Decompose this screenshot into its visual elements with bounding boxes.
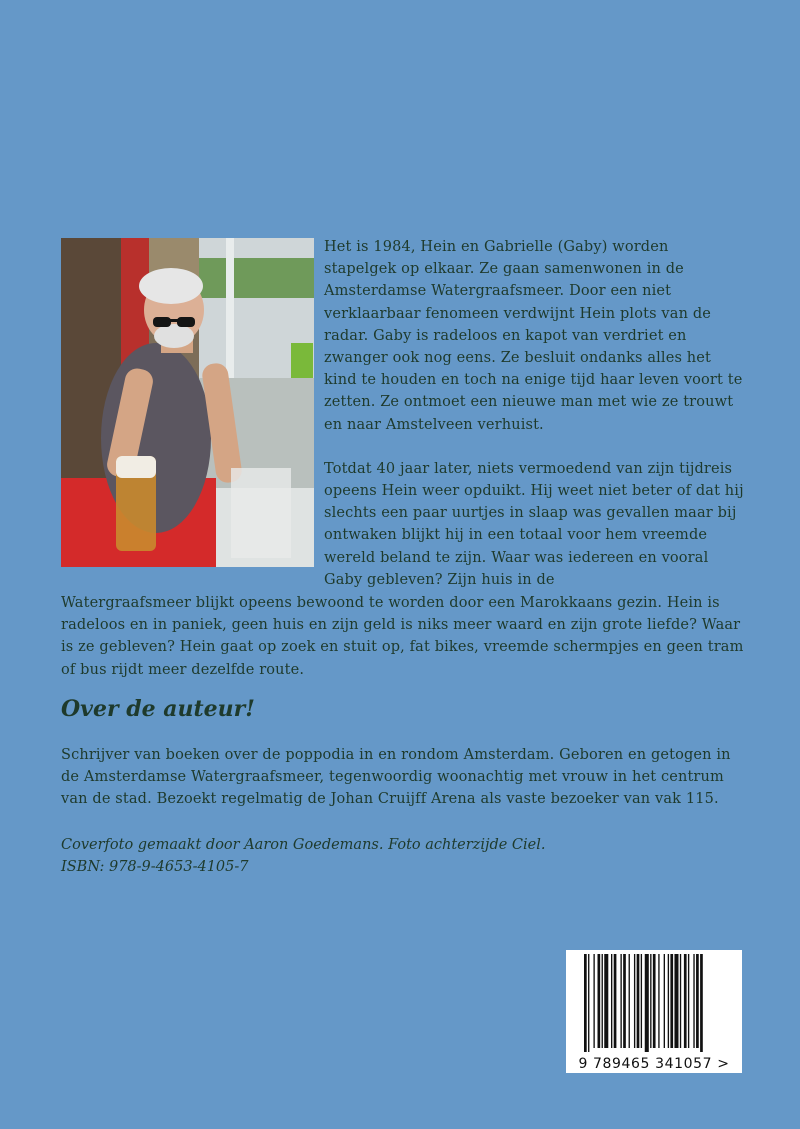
barcode-bar xyxy=(611,954,612,1048)
barcode-bar xyxy=(668,954,669,1048)
intro-text xyxy=(324,236,744,613)
barcode-bar xyxy=(650,954,651,1048)
story-continuation: Watergraafsmeer blijkt opeens bewoond te worden door een Marokkaans gezin. Hein is radeloos en in paniek, geen huis en zijn geld is niks meer waard en zijn grote liefde? Waar is ze gebleven? Hein gaat op zoek en stuit op, fat bikes, vreemde schermpjes en geen tram of bus rijdt meer dezelfde route. xyxy=(61,595,744,678)
barcode-bar xyxy=(604,954,608,1048)
barcode-bars xyxy=(566,950,742,1052)
barcode-bar xyxy=(584,954,587,1052)
barcode-bar xyxy=(634,954,635,1048)
author-photo xyxy=(61,238,314,567)
barcode-bar xyxy=(593,954,594,1048)
barcode-digits: 9 789465 341057 > xyxy=(578,1056,730,1072)
credits xyxy=(61,834,745,878)
barcode-bar xyxy=(598,954,601,1048)
isbn-barcode xyxy=(566,950,742,1073)
barcode-bar xyxy=(629,954,630,1048)
barcode-bar xyxy=(653,954,656,1048)
barcode-bar xyxy=(602,954,603,1048)
barcode-bar xyxy=(693,954,694,1048)
barcode-bar xyxy=(623,954,626,1048)
author-bio: Schrijver van boeken over de poppodia in en rondom Amsterdam. Geboren en getogen in de Amsterdamse Watergraafsmeer, tegenwoordig woonachtig met vrouw in het centrum van de stad. Bezoekt regelmatig de Johan Cruijff Arena als vaste bezoeker van vak 115. xyxy=(61,747,731,808)
barcode-bar xyxy=(637,954,640,1048)
barcode-bar xyxy=(688,954,689,1048)
barcode-bar xyxy=(674,954,678,1048)
barcode-bar xyxy=(620,954,621,1048)
barcode-bar xyxy=(696,954,699,1048)
barcode-bar xyxy=(664,954,665,1048)
barcode-bar xyxy=(684,954,687,1048)
isbn-text: ISBN: 978-9-4653-4105-7 xyxy=(61,859,249,875)
author-photo-illustration xyxy=(61,238,314,567)
intro-paragraph-2: Totdat 40 jaar later, niets vermoedend van zijn tijdreis opeens Hein weer opduikt. Hij weet niet beter of dat hij slechts een paar uurtjes in slaap was gevallen maar bij ontwaken blijkt hij in een totaal voor hem vreemde wereld beland te zijn. Waar was iedereen en vooral Gaby gebleven? Zijn huis in de xyxy=(324,460,744,588)
barcode-bar xyxy=(645,954,649,1052)
barcode-bar xyxy=(641,954,642,1048)
barcode-bar xyxy=(614,954,617,1048)
barcode-bar xyxy=(658,954,659,1048)
photo-credit: Coverfoto gemaakt door Aaron Goedemans. Foto achterzijde Ciel. xyxy=(61,837,546,853)
barcode-bar xyxy=(670,954,673,1048)
author-heading: Over de auteur! xyxy=(61,696,255,722)
barcode-bar xyxy=(680,954,681,1048)
intro-paragraph-1: Het is 1984, Hein en Gabrielle (Gaby) worden stapelgek op elkaar. Ze gaan samenwonen in de Amsterdamse Watergraafsmeer. Door een niet verklaarbaar fenomeen verdwijnt Hein plots van de radar. Gaby is radeloos en kapot van verdriet en zwanger ook nog eens. Ze besluit ondanks alles het kind te houden en toch na enige tijd haar leven voort te zetten. Ze ontmoet een nieuwe man met wie ze trouwt en naar Amstelveen verhuist. xyxy=(324,239,743,433)
barcode-bar xyxy=(588,954,589,1052)
barcode-bar xyxy=(700,954,703,1052)
